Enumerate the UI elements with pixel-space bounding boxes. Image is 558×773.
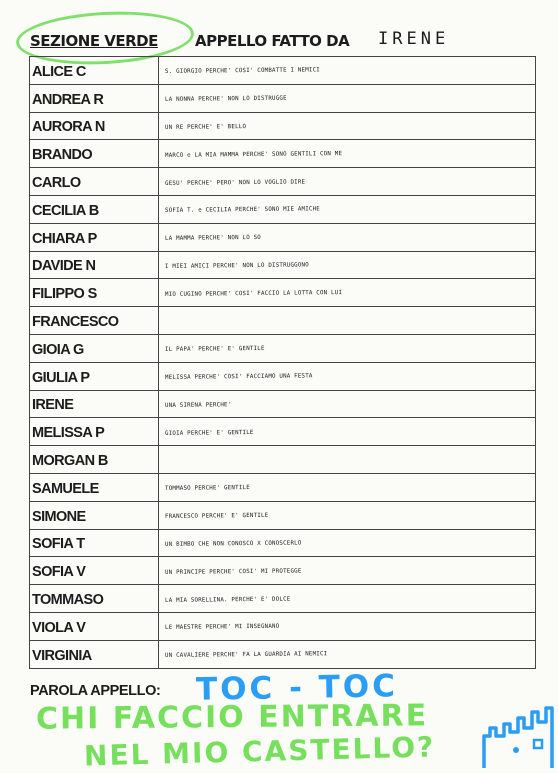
table-row (30, 168, 536, 196)
child-answer: LA MAMMA PERCHE' NON LO SO (164, 235, 261, 243)
answer-cell (159, 168, 536, 196)
answer-cell (159, 195, 536, 223)
child-answer: S. GIORGIO PERCHE' COSI' COMBATTE I NEMICI (164, 67, 321, 76)
answer-cell (159, 223, 536, 251)
child-name: MORGAN B (32, 453, 108, 470)
answer-cell (159, 307, 536, 335)
name-cell (30, 223, 159, 251)
name-cell (30, 251, 159, 279)
child-name: SIMONE (32, 508, 86, 525)
name-cell (30, 557, 159, 585)
name-cell (30, 585, 159, 613)
child-answer: UN BIMBO CHE NON CONOSCO X CONOSCERLO (164, 540, 302, 548)
answer-cell (159, 57, 536, 85)
answer-cell (159, 251, 536, 279)
password-line-3: NEL MIO CASTELLO? (83, 730, 436, 773)
table-row (30, 140, 536, 168)
answer-cell (159, 140, 536, 168)
password-label: PAROLA APPELLO: (30, 683, 161, 699)
child-name: ANDREA R (32, 91, 104, 108)
child-answer: IL PAPA' PERCHE' E' GENTILE (164, 346, 265, 354)
roll-call-table (29, 56, 536, 669)
name-cell (30, 446, 159, 474)
name-cell (30, 390, 159, 418)
child-name: MELISSA P (32, 425, 105, 442)
password-line-1: TOC - TOC (195, 668, 399, 708)
name-cell (30, 140, 159, 168)
name-cell (30, 640, 159, 668)
name-cell (30, 195, 159, 223)
table-row (30, 307, 536, 335)
child-name: SOFIA V (32, 564, 86, 581)
name-cell (30, 84, 159, 112)
child-answer (159, 458, 535, 462)
table-row (30, 223, 536, 251)
table-row (30, 640, 536, 668)
child-answer: GIOIA PERCHE' E' GENTILE (164, 429, 254, 437)
author-name: IRENE (378, 29, 450, 49)
child-name: TOMMASO (32, 592, 104, 609)
child-answer: UN CAVALIERE PERCHE' FA LA GUARDIA AI NEMICI (164, 651, 328, 660)
answer-cell (159, 473, 536, 501)
password-line-2: CHI FACCIO ENTRARE (35, 698, 429, 737)
table-row (30, 612, 536, 640)
child-name: CECILIA B (32, 202, 99, 219)
child-answer: UNA SIRENA PERCHE' (164, 402, 232, 409)
answer-cell (159, 362, 536, 390)
answer-cell (159, 557, 536, 585)
child-answer: TOMMASO PERCHE' GENTILE (164, 485, 250, 493)
child-answer: UN RE PERCHE' E' BELLO (164, 124, 247, 131)
answer-cell (159, 334, 536, 362)
answer-cell (159, 585, 536, 613)
sheet-header (30, 26, 550, 54)
child-name: DAVIDE N (32, 258, 96, 275)
child-answer: SOFIA T. e CECILIA PERCHE' SONO MIE AMICHE (164, 206, 321, 215)
table-row (30, 585, 536, 613)
answer-cell (159, 84, 536, 112)
answer-cell (159, 501, 536, 529)
child-answer: LE MAESTRE PERCHE' MI INSEGNANO (164, 624, 280, 632)
name-cell (30, 501, 159, 529)
child-name: GIOIA G (32, 341, 84, 358)
child-answer: LA NONNA PERCHE' NON LO DISTRUGGE (164, 95, 287, 104)
name-cell (30, 307, 159, 335)
table-row (30, 84, 536, 112)
table-row (30, 251, 536, 279)
answer-cell (159, 112, 536, 140)
table-row (30, 418, 536, 446)
child-name: FRANCESCO (32, 314, 119, 331)
child-answer: GESU' PERCHE' PERO' NON LO VOGLIO DIRE (164, 179, 306, 187)
child-name: FILIPPO S (32, 286, 97, 303)
name-cell (30, 418, 159, 446)
answer-cell (159, 529, 536, 557)
name-cell (30, 612, 159, 640)
name-cell (30, 334, 159, 362)
table-row (30, 390, 536, 418)
child-answer: UN PRINCIPE PERCHE' COSI' MI PROTEGGE (164, 568, 302, 576)
table-row (30, 473, 536, 501)
child-name: CARLO (32, 175, 81, 192)
child-answer: FRANCESCO PERCHE' E' GENTILE (164, 512, 269, 521)
child-answer: I MIEI AMICI PERCHE' NON LO DISTRUGGONO (164, 262, 309, 270)
child-name: VIOLA V (32, 619, 86, 636)
child-name: SAMUELE (32, 480, 99, 497)
name-cell (30, 362, 159, 390)
castle-doodle-icon (476, 688, 558, 768)
child-answer (159, 319, 535, 323)
child-name: VIRGINIA (32, 647, 92, 664)
answer-cell (159, 640, 536, 668)
name-cell (30, 279, 159, 307)
child-name: BRANDO (32, 147, 93, 164)
table-row (30, 446, 536, 474)
answer-cell (159, 390, 536, 418)
child-answer: MELISSA PERCHE' COSI' FACCIAMO UNA FESTA (164, 373, 313, 382)
child-name: SOFIA T (32, 536, 85, 553)
child-answer: MARCO e LA MIA MAMMA PERCHE' SONO GENTILI CON ME (164, 150, 343, 159)
answer-cell (159, 418, 536, 446)
table-row (30, 362, 536, 390)
table-row (30, 334, 536, 362)
table-row (30, 195, 536, 223)
table-row (30, 279, 536, 307)
child-name: ALICE C (32, 63, 86, 80)
answer-cell (159, 279, 536, 307)
child-name: GIULIA P (32, 369, 90, 386)
name-cell (30, 473, 159, 501)
child-answer: MIO CUGINO PERCHE' COSI' FACCIO LA LOTTA CON LUI (164, 289, 343, 298)
answer-cell (159, 446, 536, 474)
child-name: AURORA N (32, 119, 105, 136)
name-cell (30, 168, 159, 196)
table-row (30, 529, 536, 557)
name-cell (30, 57, 159, 85)
table-row (30, 112, 536, 140)
name-cell (30, 112, 159, 140)
child-name: IRENE (32, 397, 74, 414)
appello-label: APPELLO FATTO DA (195, 32, 350, 50)
answer-cell (159, 612, 536, 640)
child-answer: LA MIA SORELLINA. PERCHE' E' DOLCE (164, 596, 291, 604)
child-name: CHIARA P (32, 230, 97, 247)
table-row (30, 557, 536, 585)
table-row (30, 57, 536, 85)
table-row (30, 501, 536, 529)
name-cell (30, 529, 159, 557)
section-title: SEZIONE VERDE (30, 32, 158, 50)
